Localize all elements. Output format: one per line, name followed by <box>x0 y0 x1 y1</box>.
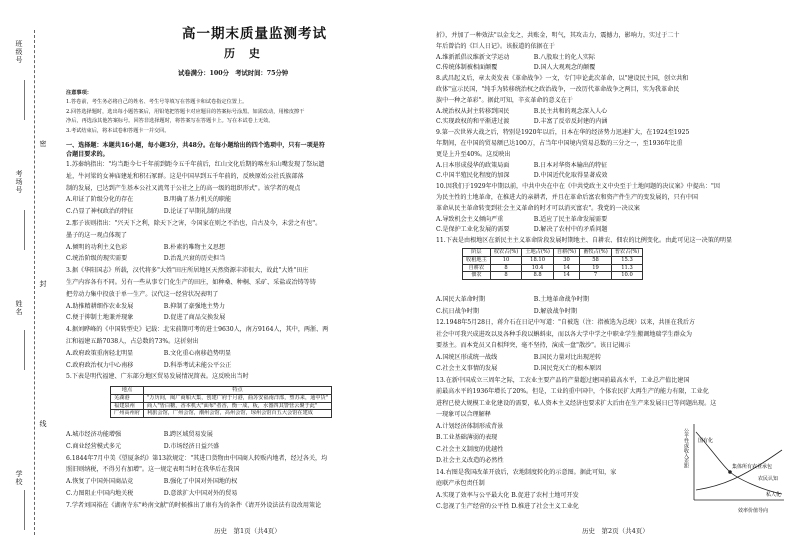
text-line: 为民主性的土地革命，在推进大的亲耕者，并且在革命后富农和资产件生产的变发展的，只有中国 <box>436 194 699 201</box>
text-line: 12.1948年5月28日，蒋介石在日记中写道："自被选（注：指被选为总统）以来，共匪在我后方 <box>436 319 696 326</box>
table-cell: 10.0 <box>611 272 643 280</box>
text-line: A.导致机会主义倾向严重 B.适应了民主革命发展需要 <box>436 215 608 223</box>
text-line: 制的发展，已达到产生基本公社又流驾于公社之上的高一级的组织形式"。该学者的观点 <box>66 184 301 192</box>
text-line: 13.在新中国成立三周年之际，工农业主要产品的产量超过建国前最高水平，工业总产值比建国 <box>436 376 690 384</box>
text-line: C.凸显了神权政治的特征 D.论证了早期礼制的出现 <box>66 208 232 216</box>
table-cell: 30 <box>553 256 579 264</box>
seal-char-3: 线 <box>39 420 47 428</box>
text-line: 1.苏秦纳指出："均当距今七千年前到距今五千年前后，红山文化后期的喀左东山嘴发现了祭坛遗 <box>66 161 325 168</box>
notice-heading: 注意事项： <box>66 90 92 96</box>
table-cell: 10.4 <box>522 264 554 272</box>
table-header-cell: 阶层 <box>463 249 491 257</box>
text-line: C.商业经营模式多元 D.市场经济日益兴盛 <box>66 442 220 450</box>
text-line: 折》，并加了一种效法"以金戈之，共账金，明气，其攻击力，震撼力，影响力，实过于二十 <box>436 32 680 39</box>
binding-strip <box>0 0 62 543</box>
school-field[interactable] <box>24 490 25 530</box>
text-line: A.统治权从封主转移到国民 B.民主共和的观念深入人心 <box>436 107 608 115</box>
class-field[interactable] <box>24 80 25 120</box>
table-cell: 14 <box>553 272 579 280</box>
text-line: D.社会主义改造的必然性 <box>436 457 504 464</box>
text-line: C.社会主义制度的优越性 <box>436 445 504 453</box>
figure-x-label: 效率价值导向 <box>738 508 769 514</box>
text-line: 生产内容各有不同。另有一些从事专门化生产的田庄，如种桑、种桐、采矿、采盐或冶铸等铸 <box>66 279 316 286</box>
text-line: 6.1844年7月中美《望厦条约》第13款规定："其进口货物由中国商人转贩内地者，经过各关，均 <box>66 454 328 462</box>
text-line: 把劳动力集中投放于单一生产。汉代这一经营状况表明了 <box>66 290 219 298</box>
text-line: A.政府政策重南轻北明显 B.文化重心南移趋势明显 <box>66 349 232 357</box>
text-line: 族中一种之革彩"。据此可知，辛亥革命的意义在于 <box>436 96 573 104</box>
text-line: 年后曾洽的《巨人日记》。该报道的依据在于 <box>436 42 555 50</box>
name-field[interactable] <box>24 330 25 370</box>
table-cell: 收租地主 <box>463 256 491 264</box>
exam-meta: 试卷满分：100分 考试时间：75分钟 <box>178 70 289 77</box>
text-line: 1.答卷前，考生务必将自己的姓名、考生号等填写在答题卡和试卷指定位置上。 <box>66 99 248 105</box>
table-cell: 利旅会馆，广州会馆，潮州会馆，高州会馆，琼州会馆百五大会馆在建成 <box>143 410 331 418</box>
subject-title: 历 史 <box>224 47 265 60</box>
name-label: 姓名 <box>15 300 23 316</box>
text-line: 9.第一次世界大战之后，特别是1920年以后，日本在华的经济势力迅速扩大，在1924至1925 <box>436 129 690 137</box>
class-label: 班级号 <box>15 40 23 64</box>
table-row <box>463 256 643 264</box>
text-line: A.印证了阶级分化的存在 B.明确了基力机关的职能 <box>66 196 232 204</box>
text-line: B.工业基础薄弱的表现 <box>436 434 498 441</box>
text-line: A.国民大革命时期 B.土地革命战争时期 <box>436 296 589 303</box>
land-system-figure <box>672 420 788 518</box>
text-line: 政体"宣示民国，"纯手为转移统治权之政治战争，一改历代革命战争之两目，实为我革命民 <box>436 86 680 93</box>
text-line: C.统治阶级的现实需要 D.治乱兴衰的历史担当 <box>66 255 226 263</box>
table-cell: 商人"皆白糖，香本机大"面布"者香，衡一成，板，水器四其警营云聚于此" <box>143 402 331 410</box>
text-line: C.传统体制被相面颠覆 D.国人大观观念的颠覆 <box>436 64 596 72</box>
text-line: C.力图阻止中国内地关税 D.意欲扩大中国对外的贸易 <box>66 490 238 497</box>
text-line: 14.右图是我国改革开放后，农地制度转化的示意图。据此可知，家 <box>436 468 617 476</box>
table-header-cell: 普农占(%) <box>611 249 643 257</box>
table-row <box>111 402 332 410</box>
text-line: 3.考试结束后，将本试卷和答题卡一并交回。 <box>66 127 170 134</box>
text-line: A.计划经济体制形成背景 <box>436 422 504 430</box>
text-line: 墨子的这一观点体现了 <box>66 231 127 239</box>
text-line: A.恢复了中国外国商品竞 B.强化了中国对外国地的权 <box>66 478 238 486</box>
text-line: 社会中可我兴成进攻以及各种手段以蝌蚪束，而以各大学中学之中职业学生搬调地瑞学生群众为 <box>436 330 692 338</box>
text-line: 8.武昌起义后，章太炎发表《革命战争》一文，专门申论此次革命，以"建设民主国，创立共和 <box>436 75 689 83</box>
table-header-cell: 地点 <box>111 387 144 395</box>
page-left <box>64 0 424 543</box>
table-header-cell: 权农占(%) <box>490 249 522 257</box>
text-line: C.中国半殖民化程度的加深 D.中国近代化取得显著成效 <box>436 172 608 180</box>
text-line: A.维新派倡议维新文学运动 B.八股取士的化人实际 <box>436 53 596 61</box>
table-row <box>463 264 643 272</box>
table-cell: 8.8 <box>522 272 554 280</box>
table-cell: 芜湖港 <box>111 394 144 402</box>
figure-label-2: 集体所有农业承包 <box>732 464 773 470</box>
table-cell: 58 <box>580 256 612 264</box>
figure-label-3: 农民认知 <box>758 476 779 482</box>
text-line: C.社会主义事情的发展 D.国民党灭亡的根本原因 <box>436 365 602 372</box>
figure-label-4: 私人化 <box>766 492 782 498</box>
text-line: 3.据《华阳国志》所载，汉代将多"大姓"田庄所居地区天然资源丰沛很大，故此"大姓"田庄 <box>66 267 309 275</box>
table-cell: 8 <box>490 264 522 272</box>
figure-curve-2 <box>696 450 782 490</box>
text-line: 2.回答选择题时，选出每小题答案后，用铅笔把答题卡对应题目的答案标号涂黑。如需改动，用橡皮擦干 <box>66 108 305 115</box>
section1-line1: 一、选择题：本题共16小题，每小题3分，共48分。在每小题给出的四个选项中，只有一项是符 <box>66 142 325 149</box>
figure-point <box>728 470 732 474</box>
figure-label-1: 国有化 <box>698 438 714 444</box>
school-label: 学校 <box>15 470 23 486</box>
table-cell: 8 <box>490 272 522 280</box>
footer-left: 历史 第1页（共4页） <box>214 527 281 535</box>
text-line: C.便于抑制土地兼并现象 D.促进了商品交换发展 <box>66 314 226 322</box>
table-header-cell: 土地占(%) <box>522 249 554 257</box>
text-line: C.忽视了生产经营的公平性 D.推进了社会主义工业化 <box>436 503 579 510</box>
table-cell: 19 <box>580 264 612 272</box>
table-header-cell: 特点 <box>143 387 331 395</box>
table-cell: 11.3 <box>611 264 643 272</box>
table-cell: 广州高州府 <box>111 410 144 418</box>
text-line: 江和福建五路7038人，占总数的73%。这折射出 <box>66 338 199 345</box>
table-cell: 佃农 <box>463 272 491 280</box>
section1-line2: 合题目要求的。 <box>66 151 109 158</box>
text-line: 庭联产承包责任制 <box>436 480 485 487</box>
text-line: C.实现政权的和平渐进过渡 D.丰富了反帝反封建的内涵 <box>436 118 608 126</box>
text-line: A.日本形成侵华的政策局面 B.日本对华资本输出的特征 <box>436 161 608 169</box>
exam-room-field[interactable] <box>24 210 25 250</box>
table-cell: 自耕农 <box>463 264 491 272</box>
text-line: 一现象可以合理解释 <box>436 411 491 418</box>
text-line: C.抗日战争时期 D.解放战争时期 <box>436 307 577 315</box>
table-header-cell: 畜牧占(%) <box>580 249 612 257</box>
footer-right: 历史 第2页（共4页） <box>582 527 649 535</box>
seal-char-2: 封 <box>39 280 47 288</box>
text-line: 更是上升至40%。这反映出 <box>436 150 511 158</box>
text-line: 革命从民主革命转变到社会主义革命的时才可以消灭富农"。我党的一决议案 <box>436 204 640 212</box>
trade-table <box>110 386 332 418</box>
text-line: A.倾明的功利主义色彩 B.朴素的唯物主义思想 <box>66 243 226 251</box>
text-line: 进程已使大规模工业化建设的需要，私人资本主义经济也要求扩大后由在生产来发展日已等问题出现。这 <box>436 399 717 407</box>
table-row <box>111 410 332 418</box>
text-line: A.国统区形成统一战线 B.国民力量对比出现逆转 <box>436 353 602 361</box>
table-cell: 10 <box>490 256 522 264</box>
text-line: 7.学者刘国裕在《湖南寺东"岭南文献"的时候推出了康有为的条件《请开外设法法有设改用策论 <box>66 501 322 509</box>
table-row <box>463 272 643 280</box>
text-line: 净后，再选涂其他答案标号。回答非选择题时，将答案写在答题卡上。写在本试卷上无效。 <box>66 118 274 124</box>
text-line: 10.因我们于1929年中期以前，中共中央在中在《中共党政主义中央至于土地问题的决议案》中提出："因 <box>436 183 720 191</box>
exam-title: 高一期末质量监测考试 <box>182 26 327 42</box>
table-cell: 18.10 <box>522 256 554 264</box>
text-line: 11.下表是由根地区在新民主主义革命阶段发展时期地主、自耕农、佃农的比例变化。由此可见这一决策的明显 <box>436 237 733 245</box>
text-line: A.助推精耕细作农业发展 B.抑制了豪强地主势力 <box>66 302 226 310</box>
seal-line <box>34 30 35 535</box>
text-line: 2.那子该则指出："兴天下之利，除天下之害，今国家在则之不治也，自古及今，未尝之有也"。 <box>66 220 322 227</box>
text-line: A.实现了效率与公平最大化 B.促进了农村土地可开发 <box>436 491 579 499</box>
text-line: 前最高水平的1936年增长了20%。但是，工业的重中国中，个体农民扩大再生产的能力有限，工业化 <box>436 388 709 395</box>
table-cell: 14 <box>553 264 579 272</box>
table-cell: 15.3 <box>611 256 643 264</box>
text-line: 照旧则纳税，不得另有加增"。这一规定表明当时在我华后在我国 <box>66 466 240 474</box>
table-cell: 福建泉州 <box>111 402 144 410</box>
class-ratio-table <box>462 248 643 280</box>
page-right <box>434 0 790 543</box>
text-line: 年期间，在中国的贸易额已达100万，占当年中国境内贸易总数的三分之一，至1936年比重 <box>436 140 683 147</box>
text-line: C.是保护工业化发展的需要 D.解决了农村中的矛盾问题 <box>436 226 608 234</box>
table-cell: 7 <box>580 272 612 280</box>
table-cell: "万历间，闽广商舶大集，创建广府于月港，曲苏安福南洋部，塑苏来，通中货" <box>143 394 331 402</box>
text-line: C.政府政治权力中心南移 D.科举考试未能公平公正 <box>66 361 232 369</box>
text-line: 要基主。而本党员又自相拜突，毫不坚持，演成一盘"散沙"。该日记揭示 <box>436 342 631 349</box>
exam-room-label: 考场号 <box>15 170 23 194</box>
text-line: 4.据刘晔峰的《中国转型史》记载：北宋前期可考的进士9630人，南方9164人，其中，两浙、两 <box>66 326 329 334</box>
text-line: 5.下表是明代福建、广东部分地区贸易发展情况简表。这反映出当时 <box>66 373 249 381</box>
table-header-cell: 自耕(%) <box>553 249 579 257</box>
text-line: 址，牛河梁的女神庙建址和积石冢群。这是中国早到五千年前的，反映原始公社氏族部落 <box>66 172 304 180</box>
text-line: A.城市经济功能增强 B.跨区域贸易发展 <box>66 431 213 438</box>
table-row <box>111 394 332 402</box>
figure-y-label: 公平性或收入差距 <box>683 428 689 468</box>
seal-char-1: 密 <box>39 140 47 148</box>
